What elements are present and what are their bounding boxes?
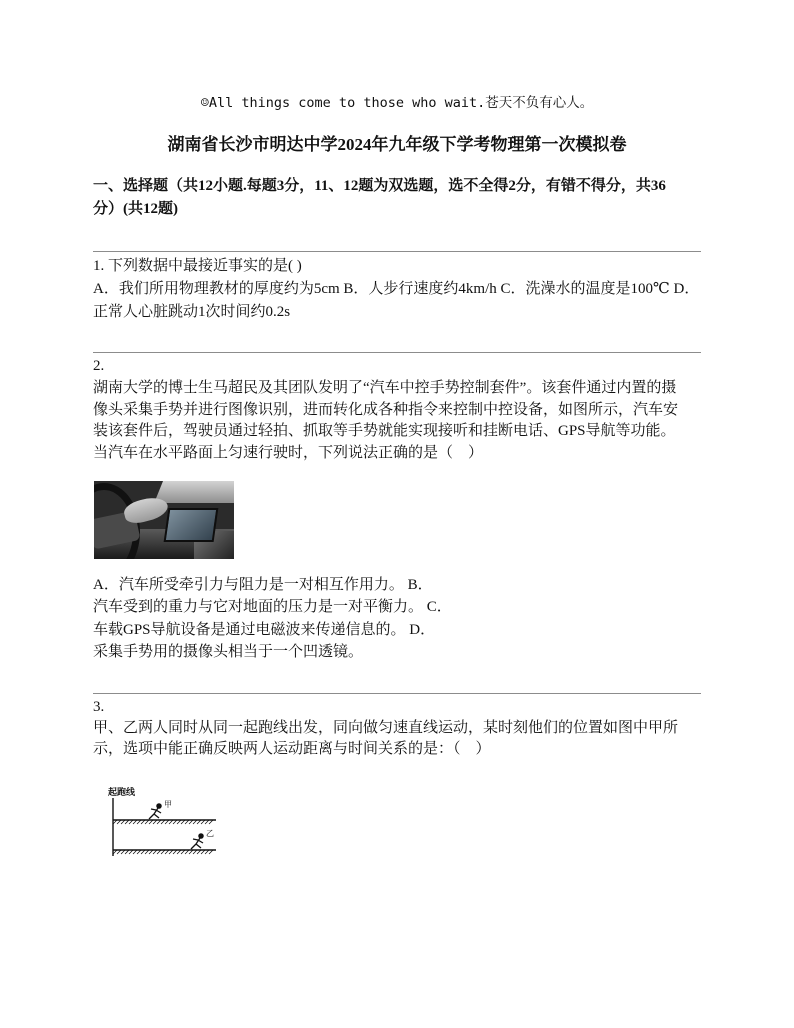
question-stem-line: 像头采集手势并进行图像识别，进而转化成各种指令来控制中控设备，如图所示，汽车安 bbox=[93, 401, 679, 418]
question-1 bbox=[93, 255, 705, 324]
question-options-line: 汽车受到的重力与它对地面的压力是一对平衡力。 C． bbox=[93, 599, 452, 616]
runner-jia-head bbox=[157, 804, 161, 808]
photo-windshield bbox=[154, 481, 234, 503]
section-heading bbox=[93, 175, 705, 221]
car-gesture-control-photo bbox=[94, 481, 234, 559]
motto: ☺All things come to those who wait.苍天不负有心人。 bbox=[200, 95, 594, 111]
question-stem-line: 示，选项中能正确反映两人运动距离与时间关系的是：（ ） bbox=[93, 740, 491, 757]
page-title: 湖南省长沙市明达中学2024年九年级下学考物理第一次模拟卷 bbox=[167, 135, 627, 154]
question-options-line: 采集手势用的摄像头相当于一个凹透镜。 bbox=[93, 644, 364, 661]
runner-yi-arm bbox=[198, 840, 203, 843]
ground-hatching bbox=[113, 820, 213, 854]
question-3 bbox=[93, 697, 705, 759]
divider bbox=[93, 251, 701, 252]
section-heading-line: 一、选择题（共12小题.每题3分，11、12题为双选题，选不全得2分，有错不得分，共36 bbox=[93, 178, 666, 194]
question-2 bbox=[93, 356, 705, 465]
question-stem-line: 湖南大学的博士生马超民及其团队发明了“汽车中控手势控制套件”。该套件通过内置的摄 bbox=[93, 379, 677, 396]
question-stem-line: 装该套件后，驾驶员通过轻拍、抓取等手势就能实现接听和挂断电话、GPS导航等功能。 bbox=[93, 423, 676, 440]
question-stem-line: 甲、乙两人同时从同一起跑线出发，同向做匀速直线运动，某时刻他们的位置如图中甲所 bbox=[93, 719, 679, 736]
runner-yi-head bbox=[199, 834, 203, 838]
question-stem-line: 当汽车在水平路面上匀速行驶时，下列说法正确的是（ ） bbox=[93, 445, 484, 462]
runner-yi-label: 乙 bbox=[206, 829, 214, 838]
start-line-diagram bbox=[104, 784, 222, 860]
question-number: 3. bbox=[93, 699, 105, 715]
runner-yi-leg bbox=[196, 844, 201, 848]
question-2-options bbox=[93, 574, 705, 664]
runner-jia-label: 甲 bbox=[164, 800, 172, 809]
question-stem: 1. 下列数据中最接近事实的是( ) bbox=[93, 258, 302, 274]
runner-jia-leg bbox=[149, 814, 154, 819]
runner-yi-leg bbox=[191, 844, 196, 849]
runner-yi-arm bbox=[193, 839, 198, 840]
divider bbox=[93, 352, 701, 353]
divider bbox=[93, 693, 701, 694]
question-options-line: 车载GPS导航设备是通过电磁波来传递信息的。 D． bbox=[93, 621, 436, 638]
photo-center-screen bbox=[164, 508, 219, 542]
runner-yi-figure bbox=[191, 834, 203, 849]
question-options-line: A．汽车所受牵引力与阻力是一对相互作用力。 B． bbox=[93, 577, 433, 593]
runner-jia-figure bbox=[149, 804, 161, 819]
runner-jia-arm bbox=[151, 809, 156, 810]
runner-jia-leg bbox=[154, 814, 159, 818]
question-options-line: A．我们所用物理教材的厚度约为5cm B．人步行速度约4km/h C．洗澡水的温度是100℃ D． bbox=[93, 281, 700, 297]
question-options-line: 正常人心脏跳动1次时间约0.2s bbox=[93, 304, 291, 320]
start-line-label: 起跑线 bbox=[108, 787, 136, 797]
runner-jia-arm bbox=[156, 810, 161, 813]
question-number: 2. bbox=[93, 358, 105, 374]
section-heading-line: 分）(共12题) bbox=[93, 201, 178, 217]
